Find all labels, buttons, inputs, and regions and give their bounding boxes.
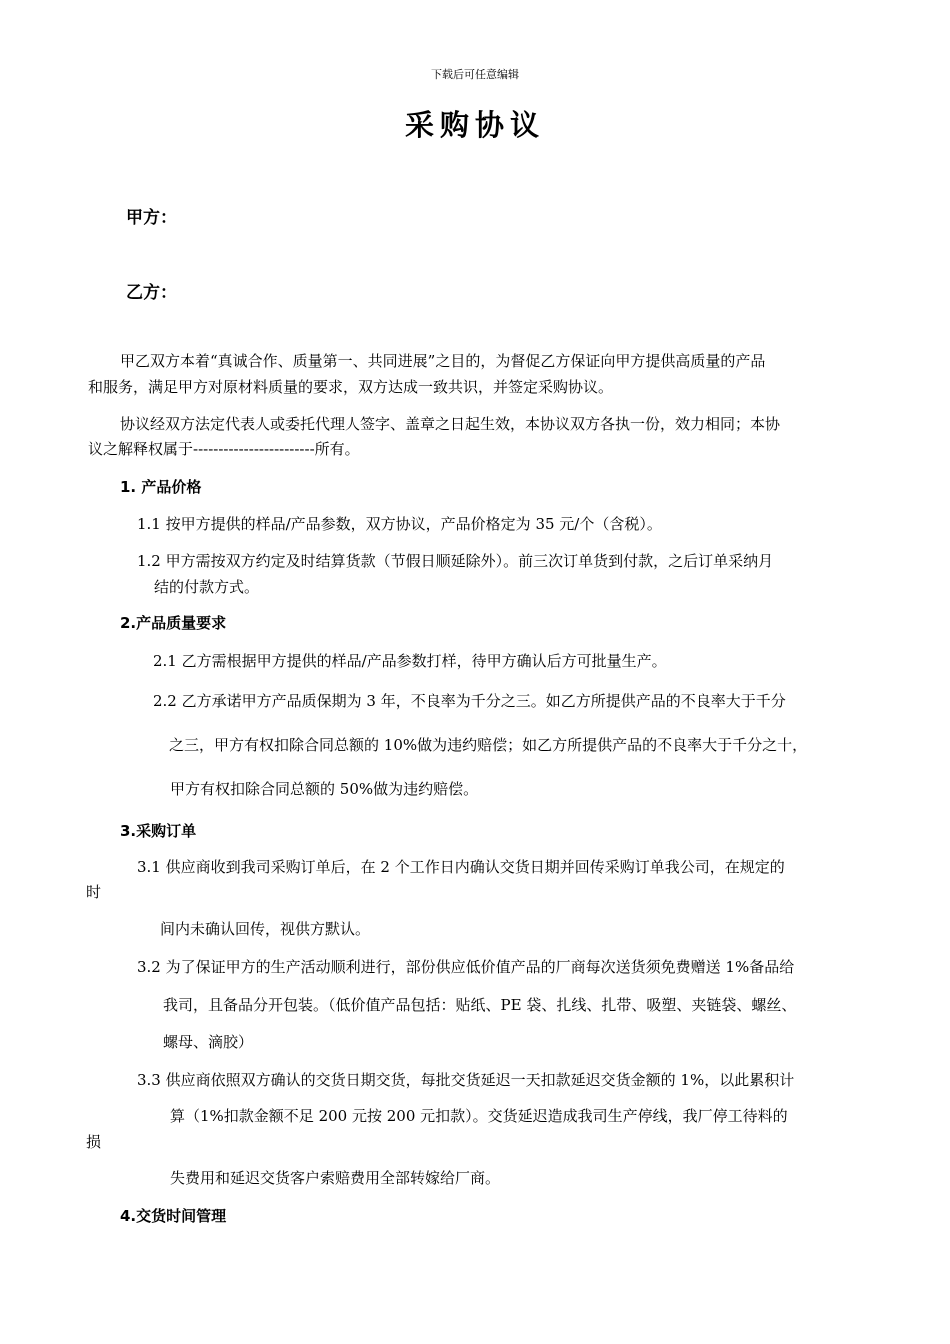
clause-3-3-line-3: 损	[86, 1133, 102, 1151]
intro-paragraph-1-line-1: 甲乙双方本着“真诚合作、质量第一、共同进展”之目的，为督促乙方保证向甲方提供高质量的产品	[120, 352, 766, 370]
clause-3-3-line-4: 失费用和延迟交货客户索赔费用全部转嫁给厂商。	[170, 1169, 501, 1187]
intro-paragraph-1-line-2: 和服务，满足甲方对原材料质量的要求，双方达成一致共识，并签定采购协议。	[88, 378, 614, 396]
clause-2-1: 2.1 乙方需根据甲方提供的样品/产品参数打样，待甲方确认后方可批量生产。	[153, 652, 667, 670]
clause-1-1: 1.1 按甲方提供的样品/产品参数，双方协议，产品价格定为 35 元/个（含税）。	[137, 515, 662, 533]
clause-3-2-line-3: 螺母、滴胶）	[163, 1033, 254, 1051]
intro-paragraph-2-line-2: 议之解释权属于------------------------所有。	[88, 440, 360, 458]
clause-3-3-line-2: 算（1%扣款金额不足 200 元按 200 元扣款）。交货延迟造成我司生产停线，我厂停工待料的	[170, 1107, 788, 1125]
clause-3-3-line-1: 3.3 供应商依照双方确认的交货日期交货，每批交货延迟一天扣款延迟交货金额的 1%，以此累积计	[137, 1071, 795, 1089]
document-title: 采购协议	[404, 108, 545, 142]
clause-3-2-line-2: 我司，且备品分开包装。（低价值产品包括：贴纸、PE 袋、扎线、扎带、吸塑、夹链袋、螺丝、	[163, 996, 797, 1014]
intro-paragraph-2-line-1: 协议经双方法定代表人或委托代理人签字、盖章之日起生效，本协议双方各执一份，效力相同；本协	[120, 415, 781, 433]
clause-3-1-line-3: 间内未确认回传，视供方默认。	[160, 920, 371, 938]
section-1-heading: 1. 产品价格	[120, 478, 202, 496]
clause-1-2-line-2: 结的付款方式。	[154, 578, 260, 596]
clause-1-2-line-1: 1.2 甲方需按双方约定及时结算货款（节假日顺延除外）。前三次订单货到付款，之后订单采纳月	[137, 552, 774, 570]
clause-2-2-line-3: 甲方有权扣除合同总额的 50%做为违约赔偿。	[170, 780, 479, 798]
clause-3-1-line-2: 时	[86, 883, 102, 901]
clause-2-2-line-2: 之三，甲方有权扣除合同总额的 10%做为违约赔偿；如乙方所提供产品的不良率大于千分之十，	[169, 736, 808, 754]
section-2-heading: 2.产品质量要求	[120, 614, 227, 632]
party-a-label: 甲方：	[126, 208, 177, 228]
party-b-label: 乙方：	[126, 283, 177, 303]
header-note: 下载后可任意编辑	[431, 68, 519, 81]
section-4-heading: 4.交货时间管理	[120, 1207, 227, 1225]
clause-2-2-line-1: 2.2 乙方承诺甲方产品质保期为 3 年，不良率为千分之三。如乙方所提供产品的不良率大于千分	[153, 692, 786, 710]
clause-3-2-line-1: 3.2 为了保证甲方的生产活动顺利进行，部份供应低价值产品的厂商每次送货须免费赠送 1%备品给	[137, 958, 795, 976]
clause-3-1-line-1: 3.1 供应商收到我司采购订单后，在 2 个工作日内确认交货日期并回传采购订单我公司，在规定的	[137, 858, 785, 876]
section-3-heading: 3.采购订单	[120, 822, 197, 840]
